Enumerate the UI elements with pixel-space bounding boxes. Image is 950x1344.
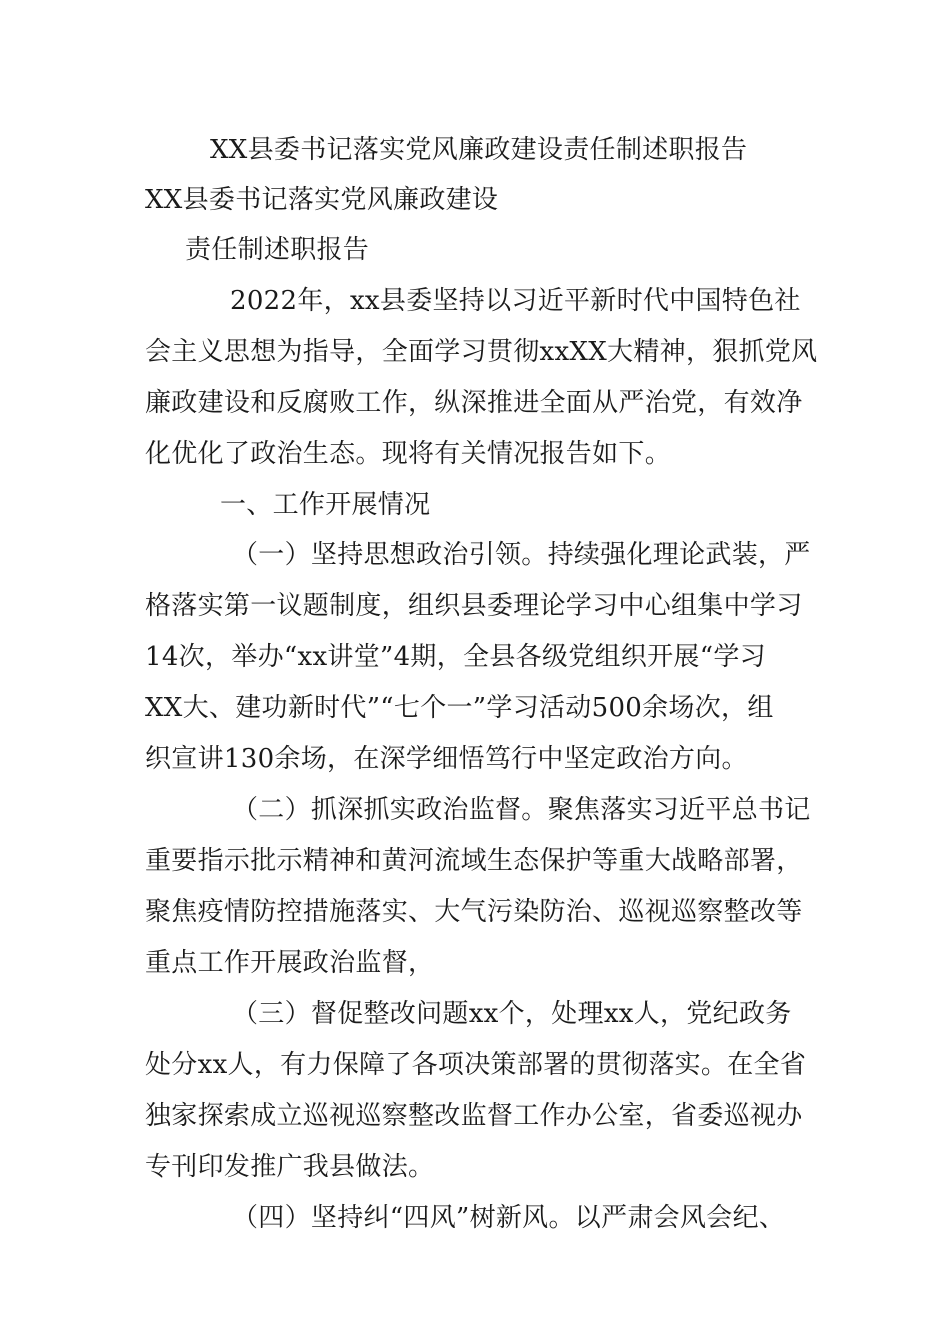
para1-line: （一）坚持思想政治引领。持续强化理论武装，严 — [232, 540, 811, 570]
para1-line: 14次，举办“xx讲堂”4期，全县各级党组织开展“学习 — [145, 642, 766, 672]
intro-line: 会主义思想为指导，全面学习贯彻xxXX大精神，狠抓党风 — [145, 337, 818, 367]
para2-line: 重点工作开展政治监督， — [145, 948, 435, 978]
section-heading: 一、工作开展情况 — [220, 490, 431, 520]
para2-line: 重要指示批示精神和黄河流域生态保护等重大战略部署， — [145, 846, 803, 876]
para1-line: 织宣讲130余场，在深学细悟笃行中坚定政治方向。 — [145, 744, 748, 774]
para2-line: （二）抓深抓实政治监督。聚焦落实习近平总书记 — [232, 795, 811, 825]
para1-line: XX大、建功新时代”“七个一”学习活动500余场次，组 — [145, 693, 774, 723]
para3-line: 专刊印发推广我县做法。 — [145, 1152, 435, 1182]
intro-line: 2022年，xx县委坚持以习近平新时代中国特色社 — [230, 286, 801, 316]
heading-line-1: XX县委书记落实党风廉政建设 — [145, 185, 499, 215]
para3-line: 独家探索成立巡视巡察整改监督工作办公室，省委巡视办 — [145, 1101, 803, 1131]
para2-line: 聚焦疫情防控措施落实、大气污染防治、巡视巡察整改等 — [145, 897, 803, 927]
para3-line: （三）督促整改问题xx个，处理xx人，党纪政务 — [232, 999, 792, 1029]
para3-line: 处分xx人，有力保障了各项决策部署的贯彻落实。在全省 — [145, 1050, 807, 1080]
para4-line: （四）坚持纠“四风”树新风。以严肃会风会纪、 — [232, 1203, 786, 1233]
document-title: XX县委书记落实党风廉政建设责任制述职报告 — [210, 135, 748, 165]
heading-line-2: 责任制述职报告 — [185, 235, 370, 265]
intro-line: 廉政建设和反腐败工作，纵深推进全面从严治党，有效净 — [145, 388, 803, 418]
para1-line: 格落实第一议题制度，组织县委理论学习中心组集中学习 — [145, 591, 803, 621]
intro-line: 化优化了政治生态。现将有关情况报告如下。 — [145, 439, 672, 469]
